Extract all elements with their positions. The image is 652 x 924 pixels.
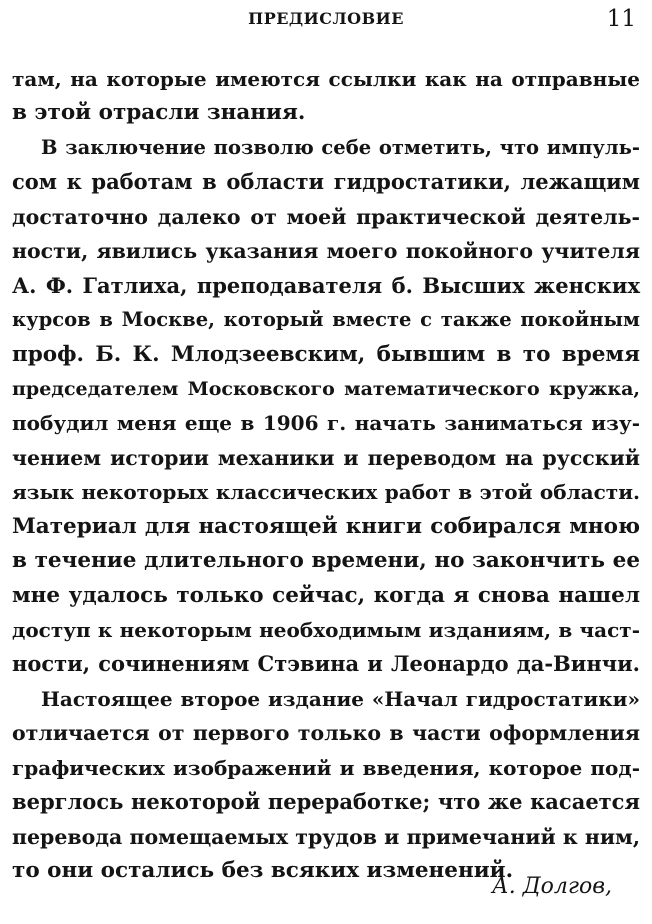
text-line: сом к работам в области гидростатики, лежащим bbox=[12, 169, 640, 195]
text-line: в этой отрасли знания. bbox=[12, 100, 306, 126]
body-text bbox=[12, 62, 640, 889]
author-signature: А. Долгов, bbox=[492, 874, 612, 899]
text-line: графических изображений и введения, которое под- bbox=[12, 755, 640, 780]
text-line: достаточно далеко от моей практической деятель- bbox=[12, 204, 640, 229]
paragraph-3 bbox=[12, 682, 640, 889]
text-line: ности, сочинениям Стэвина и Леонардо да-Винчи. bbox=[12, 651, 640, 677]
page-number: 11 bbox=[606, 6, 636, 32]
text-line: доступ к некоторым необходимым изданиям, в част- bbox=[12, 618, 640, 642]
text-line: перевода помещаемых трудов и примечаний к ним, bbox=[12, 824, 640, 849]
running-title: ПРЕДИСЛОВИЕ bbox=[248, 9, 404, 28]
text-line: побудил меня еще в 1906 г. начать заниматься изу- bbox=[12, 411, 640, 436]
text-line: Настоящее второе издание «Начал гидростатики» bbox=[41, 686, 640, 711]
text-line: мне удалось только сейчас, когда я снова нашел bbox=[12, 582, 640, 608]
text-line: Материал для настоящей книги собирался мною bbox=[12, 513, 640, 539]
text-line: В заключение позволю себе отметить, что импуль- bbox=[41, 135, 640, 159]
text-line: курсов в Москве, который вместе с также покойным bbox=[12, 308, 640, 332]
running-head bbox=[0, 6, 652, 32]
text-line: отличается от первого только в части оформления bbox=[12, 721, 640, 746]
text-line: председателем Московского математического кружка, bbox=[12, 377, 640, 400]
text-line: там, на которые имеются ссылки как на отправные bbox=[12, 67, 640, 91]
paragraph-2 bbox=[12, 131, 640, 682]
text-line: то они остались без всяких изменений. bbox=[12, 858, 514, 884]
text-line: чением истории механики и переводом на русский bbox=[12, 445, 640, 470]
text-line: проф. Б. К. Млодзеевским, бывшим в то время bbox=[12, 341, 640, 367]
paragraph-1 bbox=[12, 62, 640, 131]
text-line: ности, явились указания моего покойного учителя bbox=[12, 239, 640, 264]
text-line: язык некоторых классических работ в этой области. bbox=[12, 480, 640, 505]
text-line: в течение длительного времени, но закончить ее bbox=[12, 548, 640, 574]
text-line: верглось некоторой переработке; что же касается bbox=[12, 789, 640, 815]
text-line: А. Ф. Гатлиха, преподавателя б. Высших женских bbox=[12, 272, 640, 298]
